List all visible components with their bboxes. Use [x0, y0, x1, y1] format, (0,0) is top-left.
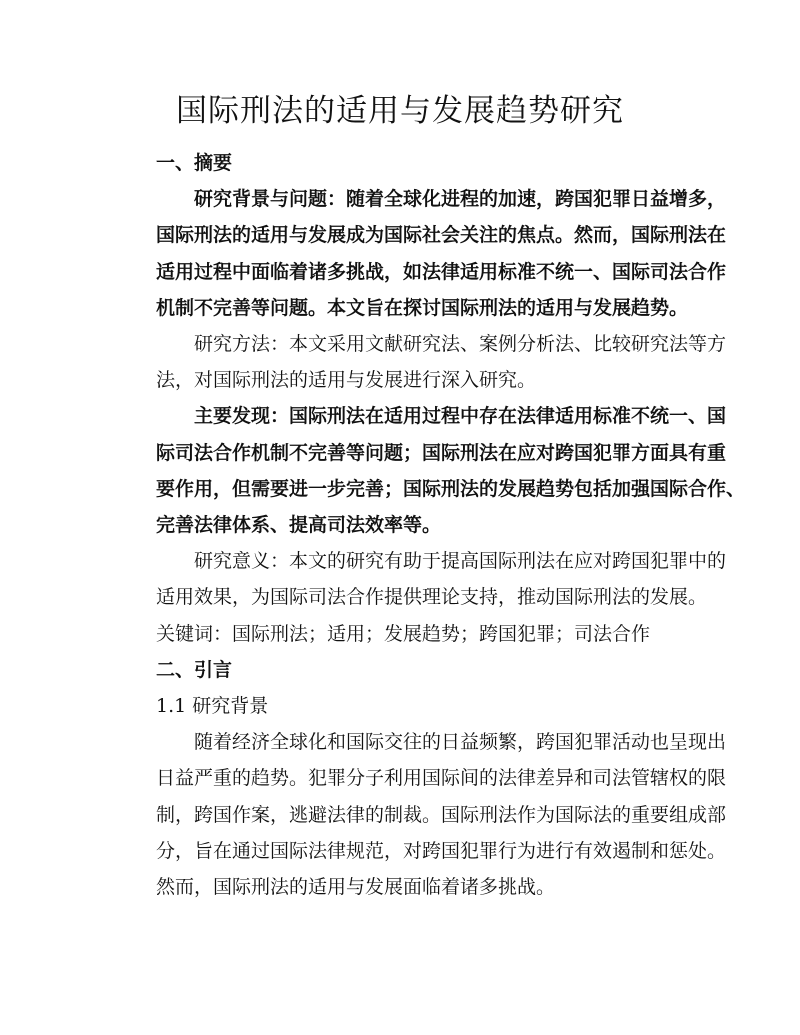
keywords-line: 关键词：国际刑法；适用；发展趋势；跨国犯罪；司法合作 — [156, 622, 651, 645]
introduction-heading: 二、引言 — [156, 658, 233, 681]
findings-line-4: 完善法律体系、提高司法效率等。 — [156, 514, 442, 537]
abstract-heading: 一、摘要 — [156, 152, 233, 174]
background-body-line-2: 日益严重的趋势。犯罪分子利用国际间的法律差异和司法管辖权的限 — [156, 767, 727, 790]
findings-line-1: 主要发现：国际刑法在适用过程中存在法律适用标准不统一、国 — [194, 405, 727, 428]
background-body-line-1: 随着经济全球化和国际交往的日益频繁，跨国犯罪活动也呈现出 — [194, 731, 727, 754]
background-line-2: 国际刑法的适用与发展成为国际社会关注的焦点。然而，国际刑法在 — [156, 224, 727, 247]
significance-line-2: 适用效果，为国际司法合作提供理论支持，推动国际刑法的发展。 — [156, 586, 708, 609]
method-paragraph — [118, 326, 727, 398]
findings-line-3: 要作用，但需要进一步完善；国际刑法的发展趋势包括加强国际合作、 — [156, 477, 746, 500]
subsection-heading: 1.1 研究背景 — [156, 695, 269, 718]
document-title: 国际刑法的适用与发展趋势研究 — [176, 93, 624, 129]
significance-line-1: 研究意义：本文的研究有助于提高国际刑法在应对跨国犯罪中的 — [194, 550, 727, 573]
background-body-paragraph — [118, 724, 727, 905]
findings-line-2: 际司法合作机制不完善等问题；国际刑法在应对跨国犯罪方面具有重 — [156, 441, 727, 464]
background-body-line-5: 然而，国际刑法的适用与发展面临着诸多挑战。 — [156, 876, 556, 899]
document-content — [118, 145, 746, 905]
method-line-1: 研究方法：本文采用文献研究法、案例分析法、比较研究法等方 — [194, 333, 727, 356]
background-body-line-3: 制，跨国作案，逃避法律的制裁。国际刑法作为国际法的重要组成部 — [156, 803, 727, 826]
background-paragraph — [118, 181, 727, 326]
method-line-2: 法，对国际刑法的适用与发展进行深入研究。 — [156, 369, 537, 392]
background-body-line-4: 分，旨在通过国际法律规范，对跨国犯罪行为进行有效遏制和惩处。 — [156, 839, 727, 862]
findings-paragraph — [118, 398, 746, 543]
background-line-4: 机制不完善等问题。本文旨在探讨国际刑法的适用与发展趋势。 — [156, 296, 689, 319]
background-line-3: 适用过程中面临着诸多挑战，如法律适用标准不统一、国际司法合作 — [156, 260, 727, 283]
significance-paragraph — [118, 543, 727, 615]
background-line-1: 研究背景与问题：随着全球化进程的加速，跨国犯罪日益增多， — [194, 188, 727, 211]
